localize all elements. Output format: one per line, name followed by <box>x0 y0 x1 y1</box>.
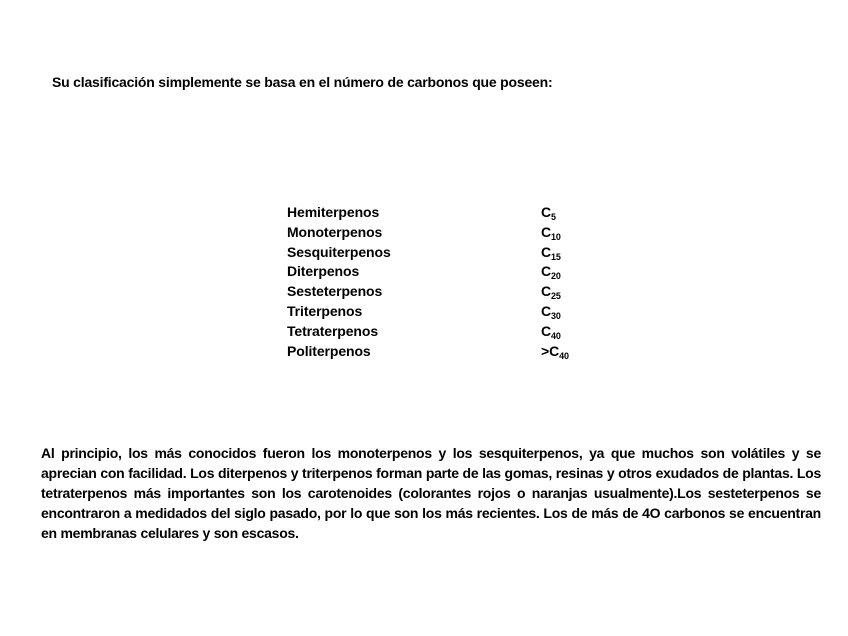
table-row <box>287 322 607 342</box>
terpene-formula: $C_{40}$ <box>541 322 561 341</box>
table-row <box>287 223 607 243</box>
terpene-name: Hemiterpenos <box>287 204 380 220</box>
terpene-formula: $C_{25}$ <box>541 283 561 302</box>
table-row <box>287 262 607 282</box>
description-paragraph: Al principio, los más conocidos fueron los monoterpenos y los sesquiterpenos, ya que muchos son volátiles y se aprecian con facilidad. Los diterpenos y triterpenos forman parte de las gomas, resinas y otros exudados de plantas. Los tetraterpenos más importantes son los carotenoides (colorantes rojos o naranjas usualmente).Los sesteterpenos se encontraron a medidados del siglo pasado, por lo que son los más recientes. Los de más de 4O carbonos se encuentran en membranas celulares y son escasos. <box>41 445 821 541</box>
table-row <box>287 203 607 223</box>
terpene-formula: $C_{15}$ <box>541 243 561 262</box>
terpene-formula: $C_5$ <box>541 204 556 222</box>
terpene-formula: $C_{30}$ <box>541 302 561 321</box>
table-row <box>287 342 607 362</box>
terpene-name: Monoterpenos <box>287 223 383 240</box>
table-row <box>287 243 607 263</box>
terpene-name: Politerpenos <box>287 342 371 359</box>
terpene-classification-table <box>287 203 607 361</box>
terpene-name: Triterpenos <box>287 302 363 319</box>
terpene-name: Sesteterpenos <box>287 283 383 300</box>
intro-text: Su clasificación simplemente se basa en el número de carbonos que poseen: <box>52 74 553 90</box>
table-row <box>287 282 607 302</box>
terpene-name: Tetraterpenos <box>287 322 379 339</box>
table-row <box>287 302 607 322</box>
terpene-formula: $C_{10}$ <box>541 223 561 242</box>
terpene-name: Diterpenos <box>287 263 360 280</box>
terpene-formula: $C_{20}$ <box>541 263 561 282</box>
terpene-formula: $>C_{40}$ <box>541 342 569 361</box>
terpene-name: Sesquiterpenos <box>287 243 391 260</box>
